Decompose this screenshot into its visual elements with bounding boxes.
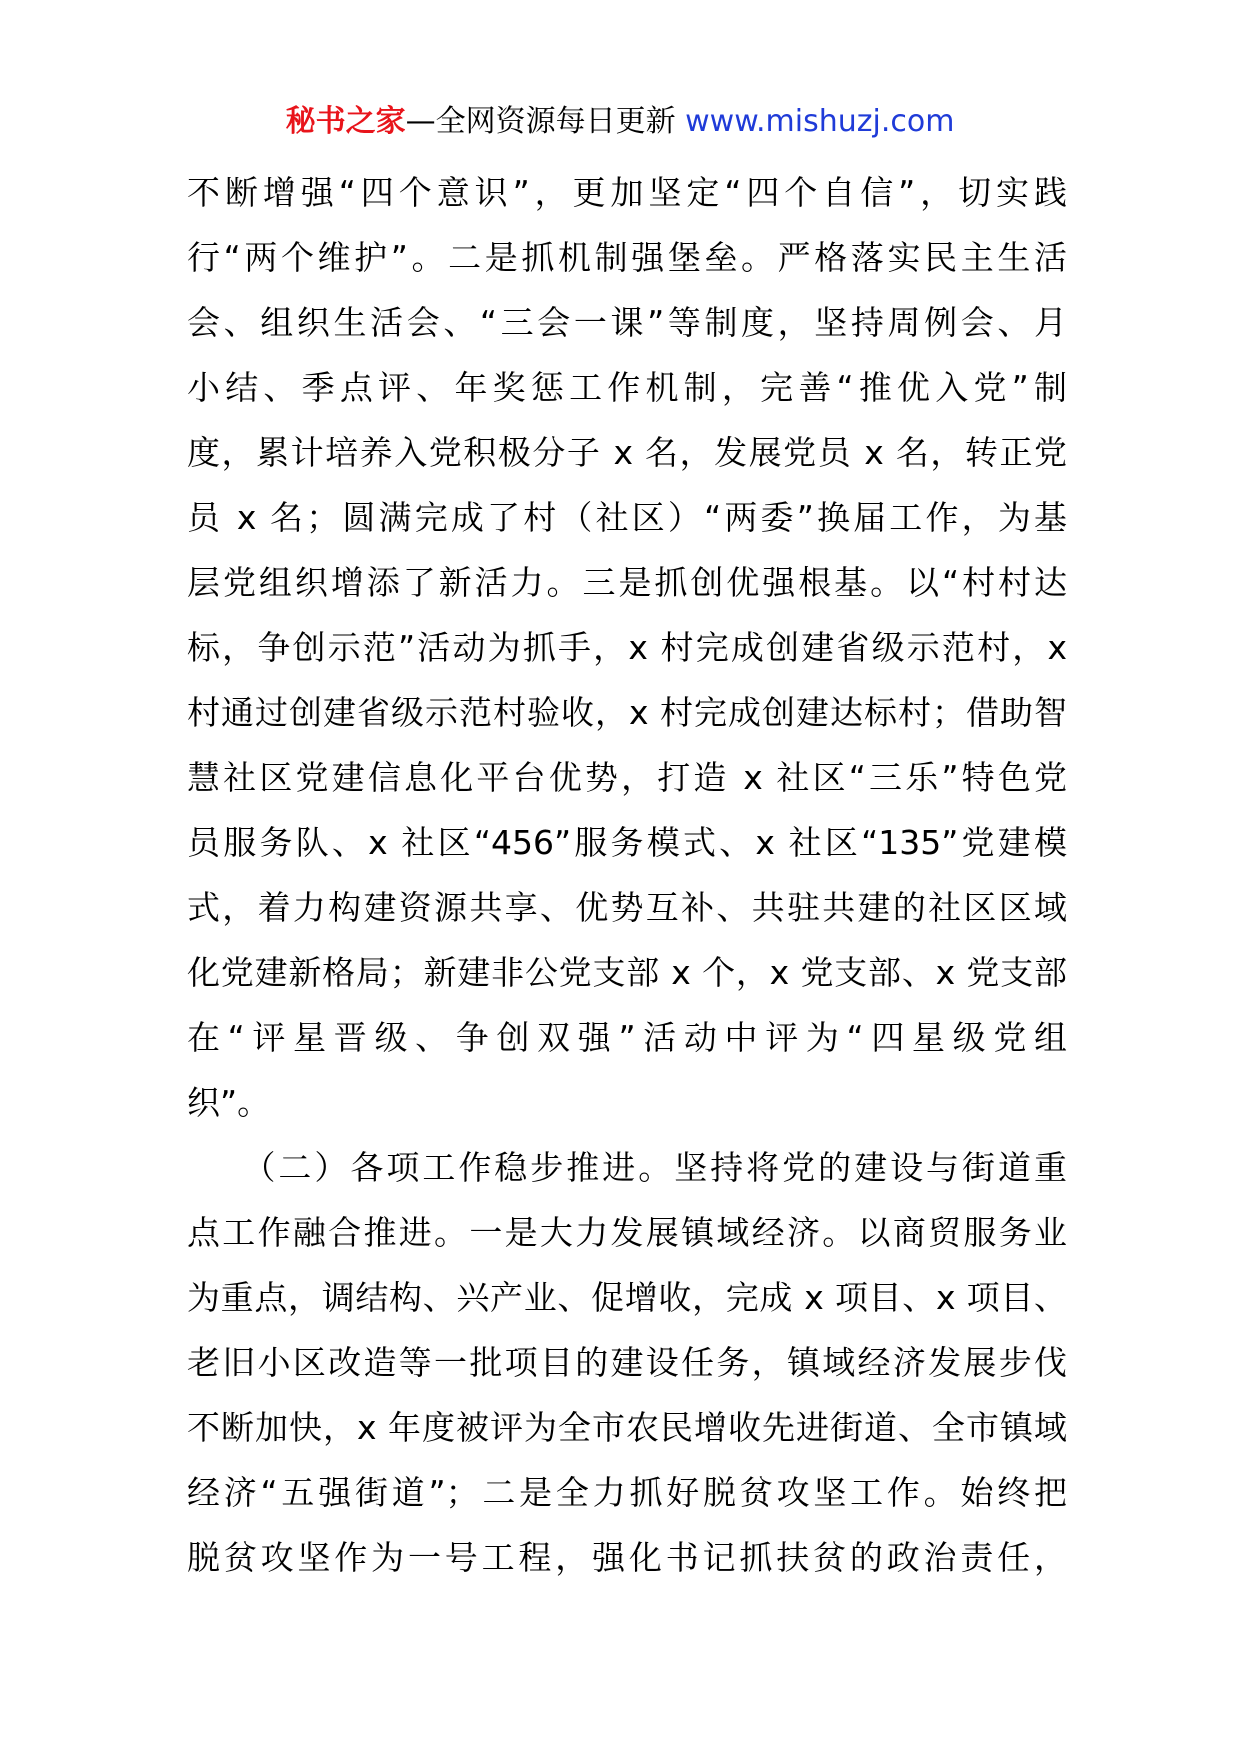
text-line: 行“两个维护”。二是抓机制强堡垒。严格落实民主生活 bbox=[187, 238, 1067, 277]
text-line: 会、组织生活会、“三会一课”等制度，坚持周例会、月 bbox=[187, 303, 1067, 342]
site-url-link[interactable]: www.mishuzj.com bbox=[685, 104, 955, 139]
text-line: 在“评星晋级、争创双强”活动中评为“四星级党组 bbox=[187, 1018, 1067, 1057]
text-line: 标，争创示范”活动为抓手，x 村完成创建省级示范村，x bbox=[187, 628, 1067, 667]
text-line: 员服务队、x 社区“456”服务模式、x 社区“135”党建模 bbox=[187, 823, 1067, 862]
text-line: 织”。 bbox=[187, 1083, 271, 1122]
paragraph-heading-line: （二）各项工作稳步推进。坚持将党的建设与街道重 bbox=[187, 1148, 1067, 1187]
text-line: 员 x 名；圆满完成了村（社区）“两委”换届工作，为基 bbox=[187, 498, 1067, 537]
header-slogan: —全网资源每日更新 bbox=[405, 104, 676, 139]
site-header bbox=[0, 100, 1240, 144]
text-line: 老旧小区改造等一批项目的建设任务，镇域经济发展步伐 bbox=[187, 1343, 1067, 1382]
document-body bbox=[187, 160, 1067, 1590]
text-line: 式，着力构建资源共享、优势互补、共驻共建的社区区域 bbox=[187, 888, 1067, 927]
text-line: 点工作融合推进。一是大力发展镇域经济。以商贸服务业 bbox=[187, 1213, 1067, 1252]
text-line: 层党组织增添了新活力。三是抓创优强根基。以“村村达 bbox=[187, 563, 1067, 602]
text-line: 经济“五强街道”；二是全力抓好脱贫攻坚工作。始终把 bbox=[187, 1473, 1067, 1512]
text-line: 度，累计培养入党积极分子 x 名，发展党员 x 名，转正党 bbox=[187, 433, 1067, 472]
text-line: 脱贫攻坚作为一号工程，强化书记抓扶贫的政治责任， bbox=[187, 1538, 1067, 1577]
brand-name: 秘书之家 bbox=[285, 104, 406, 139]
text-line: 不断加快，x 年度被评为全市农民增收先进街道、全市镇域 bbox=[187, 1408, 1067, 1447]
text-line: 不断增强“四个意识”，更加坚定“四个自信”，切实践 bbox=[187, 173, 1067, 212]
text-line: 村通过创建省级示范村验收，x 村完成创建达标村；借助智 bbox=[187, 693, 1067, 732]
text-line: 小结、季点评、年奖惩工作机制，完善“推优入党”制 bbox=[187, 368, 1067, 407]
text-line: 慧社区党建信息化平台优势，打造 x 社区“三乐”特色党 bbox=[187, 758, 1067, 797]
text-line: 为重点，调结构、兴产业、促增收，完成 x 项目、x 项目、 bbox=[187, 1278, 1067, 1317]
text-line: 化党建新格局；新建非公党支部 x 个，x 党支部、x 党支部 bbox=[187, 953, 1067, 992]
